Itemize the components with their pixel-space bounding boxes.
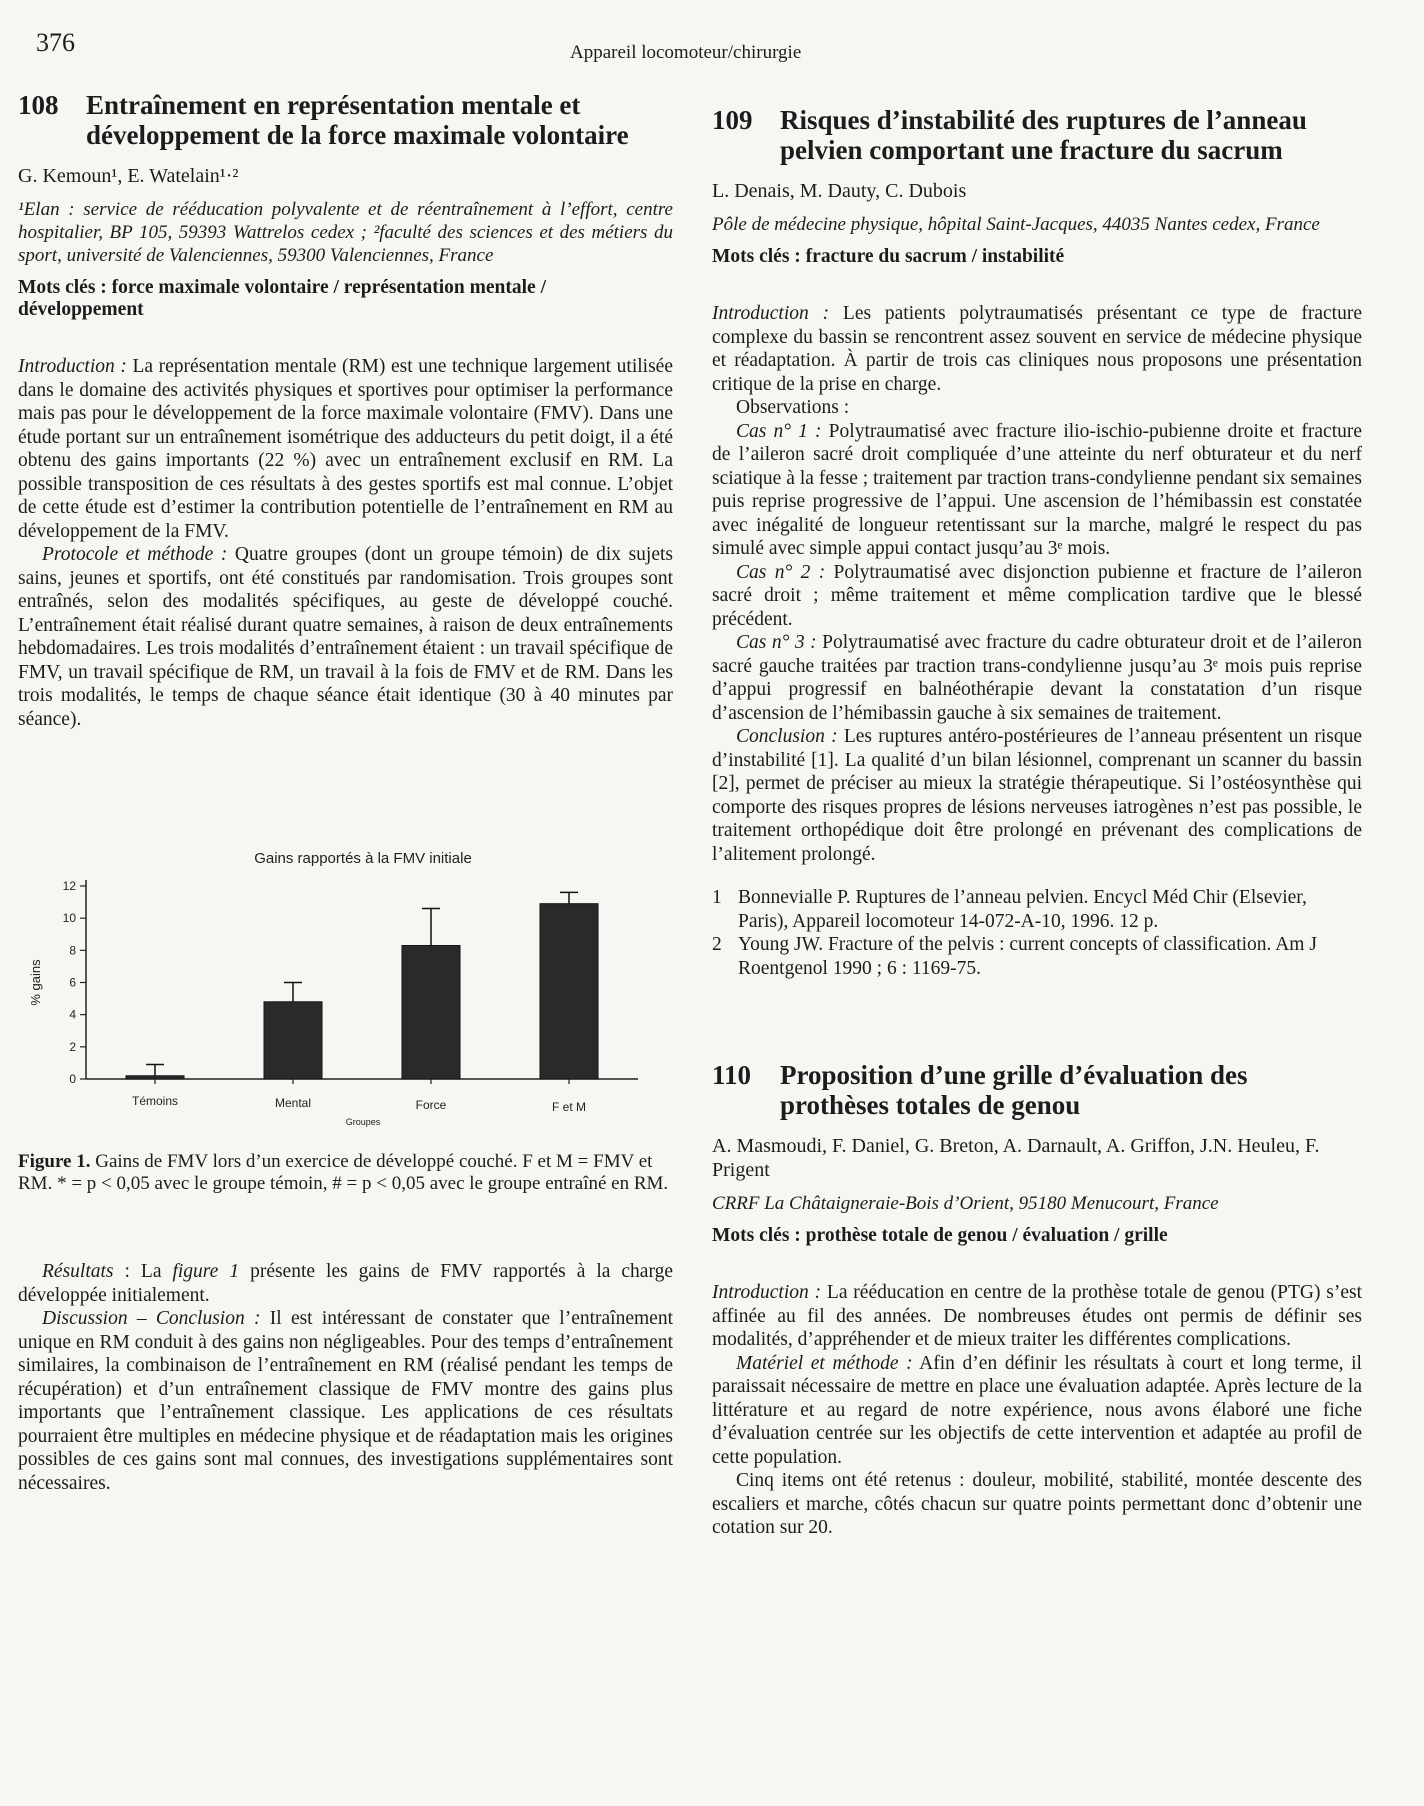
section-label: Introduction :: [712, 1282, 822, 1303]
keywords: Mots clés : prothèse totale de genou / évaluation / grille: [712, 1225, 1168, 1246]
reference-text: Young JW. Fracture of the pelvis : current concepts of classification. Am J Roentgenol 1990 ; 6 : 1169-75.: [738, 934, 1317, 979]
affiliation: CRRF La Châtaigneraie-Bois d’Orient, 95180 Menucourt, France: [712, 1193, 1219, 1214]
reference-text: Bonnevialle P. Ruptures de l’anneau pelvien. Encycl Méd Chir (Elsevier, Paris), Appareil locomoteur 14-072-A-10, 1996. 12 p.: [738, 887, 1307, 932]
keywords: Mots clés : force maximale volontaire / représentation mentale / développement: [18, 277, 546, 320]
authors: G. Kemoun¹, E. Watelain¹·²: [18, 165, 239, 187]
section-text: Polytraumatisé avec fracture ilio-ischio-pubienne droite et fracture de l’aileron sacré droit compliquée d’une atteinte du nerf obturateur et du nerf sciatique à la fesse ; traitement par traction trans-condylienne pendant six semaines puis reprise progressive de l’appui. Une ascension de l’hémibassin est constatée avec inégalité de longueur retentissant sur la marche, malgré le respect du pas simulé avec simple appui contact jusqu’au 3ᵉ mois.: [712, 420, 1363, 559]
y-tick-label: 12: [62, 879, 76, 893]
affiliation: ¹Elan : service de rééducation polyvalente et de réentraînement à l’effort, centre hospitalier, BP 105, 59393 Wattrelos cedex ; ²faculté des sciences et des métiers du sport, université de Valenciennes, 59300 Valenciennes, France: [18, 199, 673, 266]
methods-paragraph: [712, 1352, 1362, 1470]
article-title-text: Risques d’instabilité des ruptures de l’anneau pelvien comportant une fracture du sacrum: [780, 105, 1307, 165]
case-2-paragraph: [712, 561, 1362, 632]
section-text: Polytraumatisé avec fracture du cadre obturateur droit et de l’aileron sacré gauche traitées par traction trans-condylienne jusqu’au 3ᵉ mois puis reprise d’appui progressif en balnéothérapie devant la constatation d’un risque d’ascension de l’hémibassin gauche à six semaines de traitement.: [712, 632, 1362, 724]
section-label: Matériel et méthode :: [736, 1352, 913, 1374]
article-110: [712, 1060, 1362, 1540]
section-text: La représentation mentale (RM) est une technique largement utilisée dans le domaine des activités physiques et sportives pour optimiser la performance mais pas pour le développement de la force maximale volontaire (FMV). Dans une étude portant sur un entraînement isométrique des adducteurs du petit doigt, il a été obtenu des gains importants (22 %) avec un entraînement exclusif en RM. La possible transposition de ces résultats à des gestes sportifs est mal connue. L’objet de cette étude est d’estimer la contribution potentielle de l’entraînement en RM au développement de la FMV.: [18, 356, 673, 542]
section-label: Introduction :: [712, 303, 830, 324]
section-label: Introduction :: [18, 356, 127, 377]
article-number: 108: [18, 90, 59, 120]
chart-title: Gains rapportés à la FMV initiale: [254, 850, 472, 867]
bar: [540, 904, 598, 1079]
section-label: Cas n° 3 :: [736, 632, 817, 653]
case-3-paragraph: [712, 631, 1362, 725]
page-number: 376: [36, 28, 75, 57]
bar-chart: [18, 841, 673, 1141]
article-title-text: Proposition d’une grille d’évaluation des prothèses totales de genou: [780, 1060, 1248, 1120]
x-axis-label: Groupes: [345, 1117, 381, 1127]
bar: [402, 946, 460, 1079]
section-label: Discussion – Conclusion :: [42, 1308, 261, 1329]
article-number: 110: [712, 1060, 752, 1090]
figure-caption: [18, 1151, 673, 1195]
reference-item: [712, 886, 1362, 933]
section-label: Conclusion :: [736, 726, 838, 747]
section-text: Polytraumatisé avec disjonction pubienne et fracture de l’aileron sacré droit ; même traitement et même complication tardive que le blessé précédent.: [712, 561, 1363, 630]
caption-text: Gains de FMV lors d’un exercice de développé couché. F et M = FMV et RM. * = p < 0,05 avec le groupe témoin, # = p < 0,05 avec le groupe entraîné en RM.: [18, 1151, 669, 1194]
conclusion-paragraph: [712, 725, 1362, 866]
section-label: Résultats: [42, 1261, 114, 1282]
right-column: [712, 105, 1362, 1540]
article-number: 109: [712, 105, 753, 135]
caption-label: Figure 1.: [18, 1151, 91, 1172]
section-text: : La: [113, 1261, 173, 1282]
authors: L. Denais, M. Dauty, C. Dubois: [712, 180, 967, 202]
x-tick-label: Témoins: [131, 1094, 179, 1108]
bar: [126, 1076, 184, 1079]
section-text: Il est intéressant de constater que l’entraînement unique en RM conduit à des gains non négligeables. Pour des temps d’entraînement similaires, la combinaison de l’entraînement en RM (réalisé pendant les temps de récupération) et d’un entraînement classique de FMV montre des gains plus importants que l’entraînement classique. Les applications de ces résultats pourraient être multiples en médecine physique et de réadaptation mais les origines possibles de ces gains sont mal connues, des investigations supplémentaires sont nécessaires.: [18, 1308, 673, 1494]
section-label: Cas n° 2 :: [736, 561, 826, 583]
article-108: [18, 90, 673, 1495]
reference-number: 1: [712, 887, 722, 908]
observations-heading: Observations :: [736, 397, 850, 418]
reference-number: 2: [712, 934, 722, 955]
article-title-text: Entraînement en représentation mentale et développement de la force maximale volontaire: [86, 90, 629, 150]
y-tick-label: 6: [69, 975, 76, 990]
authors: A. Masmoudi, F. Daniel, G. Breton, A. Darnault, A. Griffon, J.N. Heuleu, F. Prigent: [712, 1135, 1320, 1181]
introduction-paragraph: [712, 302, 1362, 396]
section-text: Quatre groupes (dont un groupe témoin) de dix sujets sains, jeunes et sportifs, ont été constitués par randomisation. Trois groupes sont entraînés, selon des modalités spécifiques, au geste de développé couché. L’entraînement était réalisé durant quatre semaines, à raison de deux entraînements hebdomadaires. Les trois modalités d’entraînement étaient : un travail spécifique de FMV, un travail spécifique de RM, un travail à la fois de FMV et de RM. Dans les trois modalités, le temps de chaque séance était identique (30 à 40 minutes par séance).: [18, 544, 673, 730]
y-axis-label: % gains: [28, 959, 43, 1006]
items-paragraph: Cinq items ont été retenus : douleur, mobilité, stabilité, montée descente des escaliers et marche, côtés chacun sur quatre points permettant donc d’obtenir une cotation sur 20.: [712, 1470, 1362, 1538]
reference-item: [712, 933, 1362, 980]
y-tick-label: 10: [62, 911, 76, 926]
keywords: Mots clés : fracture du sacrum / instabilité: [712, 246, 1065, 267]
x-tick-label: Mental: [274, 1096, 312, 1110]
introduction-paragraph: [712, 1281, 1362, 1352]
section-text: Les ruptures antéro-postérieures de l’anneau présentent un risque d’instabilité [1]. La qualité d’un bilan lésionnel, comprenant un scanner du bassin [2], permet de préciser au mieux la stratégie thérapeutique. Si l’ostéosynthèse qui comporte des risques propres de lésions nerveuses iatrogènes n’est pas possible, le traitement orthopédique doit être prolongé en prévenant des complications de l’alitement prolongé.: [712, 726, 1362, 865]
article-110-title: [712, 1060, 1362, 1120]
x-tick-label: F et M: [551, 1100, 587, 1114]
results-paragraph: [18, 1260, 673, 1307]
figure-1: [18, 841, 673, 1141]
y-tick-label: 8: [69, 943, 76, 958]
figure-reference: figure 1: [172, 1261, 240, 1282]
y-tick-label: 2: [69, 1039, 76, 1054]
x-tick-label: Force: [415, 1098, 447, 1112]
discussion-paragraph: [18, 1307, 673, 1495]
y-tick-label: 0: [69, 1072, 76, 1086]
section-text: Les patients polytraumatisés présentant ce type de fracture complexe du bassin se rencontrent assez souvent en service de médecine physique et réadaptation. À partir de trois cas cliniques nous proposons une présentation critique de la prise en charge.: [712, 303, 1362, 395]
article-108-title: [18, 90, 673, 150]
article-109-title: [712, 105, 1362, 165]
section-text: La rééducation en centre de la prothèse totale de genou (PTG) s’est affinée au fil des années. De nombreuses études ont permis de définir ses modalités, d’appréhender et de mieux traiter les différentes complications.: [712, 1282, 1363, 1350]
affiliation: Pôle de médecine physique, hôpital Saint-Jacques, 44035 Nantes cedex, France: [712, 214, 1320, 235]
references: [712, 886, 1362, 980]
section-text: Afin d’en définir les résultats à court et long terme, il paraissait nécessaire de mettre en place une évaluation adaptée. Après lecture de la littérature et au regard de notre expérience, nous avons élaboré une fiche d’évaluation centrée sur les objectifs de cette intervention et adaptée au profil de cette population.: [712, 1352, 1362, 1468]
section-label: Protocole et méthode :: [42, 544, 228, 565]
bar: [264, 1002, 322, 1079]
section-text: présente les gains de FMV rapportés à la charge développée initialement.: [18, 1261, 674, 1306]
section-label: Cas n° 1 :: [736, 420, 822, 442]
article-109: [712, 105, 1362, 980]
introduction-paragraph: [18, 355, 673, 543]
case-1-paragraph: [712, 420, 1362, 561]
y-tick-label: 4: [69, 1007, 76, 1022]
protocol-paragraph: [18, 543, 673, 731]
running-head: Appareil locomoteur/chirurgie: [570, 42, 802, 63]
